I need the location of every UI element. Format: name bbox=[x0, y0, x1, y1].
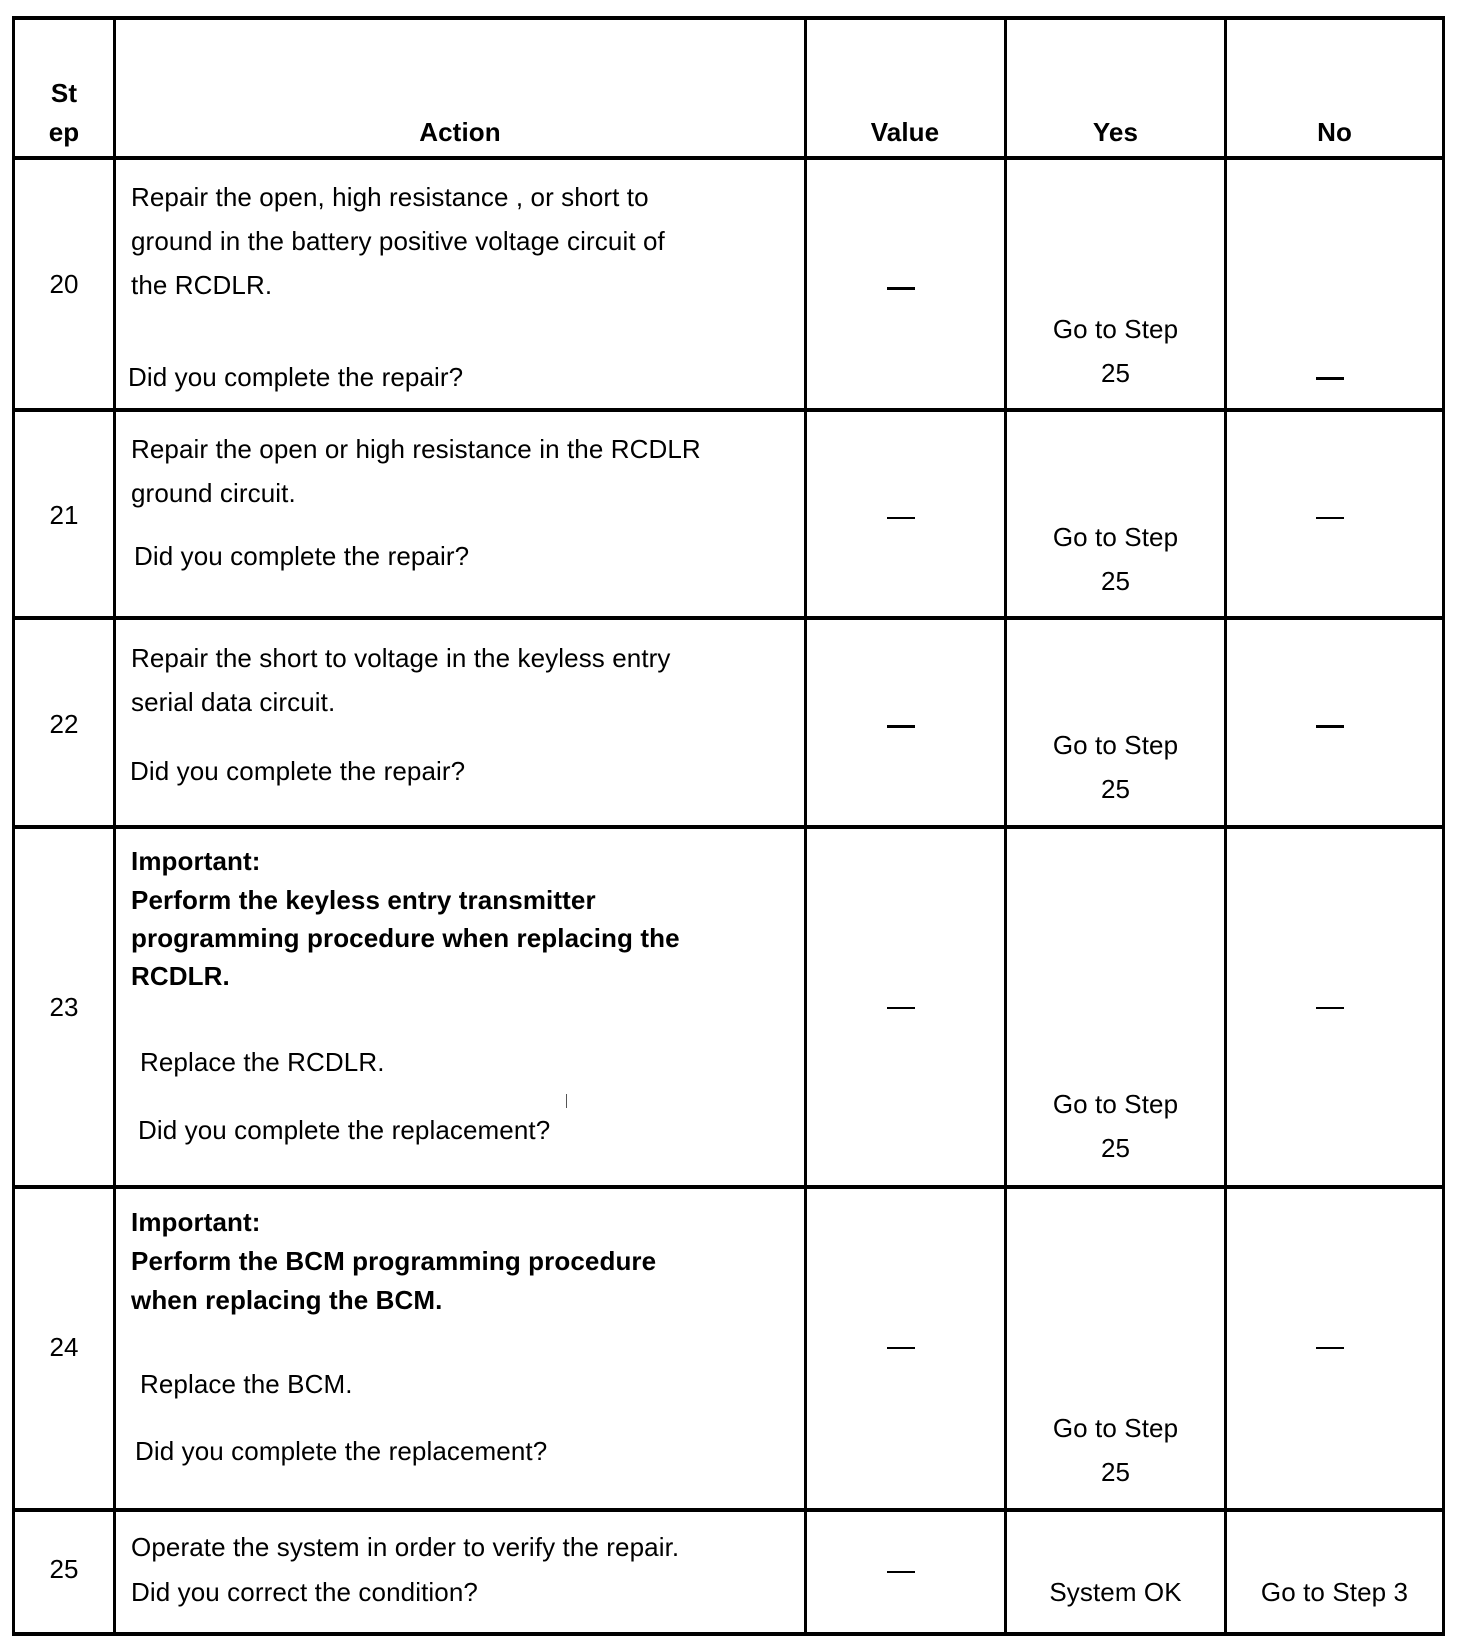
yes-link[interactable]: Go to Step bbox=[1052, 314, 1179, 344]
action-text: Replace the RCDLR. bbox=[140, 1047, 385, 1077]
no-dash bbox=[1316, 1007, 1344, 1009]
row-divider bbox=[12, 1185, 1445, 1189]
no-dash bbox=[1316, 517, 1344, 519]
header-value: Value bbox=[870, 117, 940, 147]
no-dash bbox=[1316, 377, 1344, 380]
yes-link[interactable]: Go to Step bbox=[1052, 1089, 1179, 1119]
value-dash bbox=[887, 1571, 915, 1573]
row-divider bbox=[12, 408, 1445, 412]
yes-link[interactable]: Go to Step bbox=[1052, 522, 1179, 552]
question-text: Did you complete the repair? bbox=[134, 541, 470, 571]
step-number: 23 bbox=[49, 992, 79, 1022]
important-text: RCDLR. bbox=[131, 961, 230, 991]
action-text: Repair the open or high resistance in the RCDLR bbox=[131, 434, 701, 464]
action-text: the RCDLR. bbox=[131, 270, 273, 300]
action-text: Repair the short to voltage in the keyless entry bbox=[131, 643, 671, 673]
important-label: Important: bbox=[131, 846, 261, 876]
no-link[interactable]: Go to Step 3 bbox=[1260, 1577, 1409, 1607]
column-divider bbox=[113, 18, 116, 1635]
step-number: 20 bbox=[49, 269, 79, 299]
action-text: ground in the battery positive voltage circuit of bbox=[131, 226, 665, 256]
header-step: St bbox=[50, 78, 78, 108]
yes-link[interactable]: Go to Step bbox=[1052, 730, 1179, 760]
question-text: Did you complete the replacement? bbox=[135, 1436, 548, 1466]
header-no: No bbox=[1317, 117, 1352, 147]
text-cursor bbox=[566, 1094, 567, 1108]
row-divider bbox=[12, 825, 1445, 829]
yes-link[interactable]: 25 bbox=[1100, 1133, 1131, 1163]
row-divider bbox=[12, 156, 1445, 160]
value-dash bbox=[887, 1347, 915, 1349]
header-yes: Yes bbox=[1092, 117, 1139, 147]
row-divider bbox=[12, 1508, 1445, 1512]
header-action: Action bbox=[419, 117, 501, 147]
yes-result[interactable]: System OK bbox=[1049, 1577, 1182, 1607]
action-text: Repair the open, high resistance , or short to bbox=[131, 182, 649, 212]
table-border-bottom bbox=[12, 1632, 1445, 1636]
important-label: Important: bbox=[131, 1207, 261, 1237]
yes-link[interactable]: 25 bbox=[1100, 566, 1131, 596]
action-text: Replace the BCM. bbox=[140, 1369, 353, 1399]
yes-link[interactable]: 25 bbox=[1100, 1457, 1131, 1487]
action-text: serial data circuit. bbox=[131, 687, 336, 717]
table-border-top bbox=[12, 16, 1445, 20]
step-number: 22 bbox=[49, 709, 79, 739]
action-text: Operate the system in order to verify the repair. bbox=[131, 1532, 680, 1562]
question-text: Did you complete the repair? bbox=[128, 362, 464, 392]
yes-link[interactable]: 25 bbox=[1100, 358, 1131, 388]
row-divider bbox=[12, 616, 1445, 620]
value-dash bbox=[887, 725, 915, 728]
question-text: Did you complete the replacement? bbox=[138, 1115, 551, 1145]
column-divider bbox=[1442, 18, 1445, 1635]
important-text: Perform the BCM programming procedure bbox=[131, 1246, 657, 1276]
question-text: Did you correct the condition? bbox=[131, 1577, 478, 1607]
action-text: ground circuit. bbox=[131, 478, 296, 508]
question-text: Did you complete the repair? bbox=[130, 756, 466, 786]
value-dash bbox=[887, 287, 915, 290]
step-number: 25 bbox=[49, 1554, 79, 1584]
value-dash bbox=[887, 517, 915, 519]
no-dash bbox=[1316, 725, 1344, 728]
yes-link[interactable]: Go to Step bbox=[1052, 1413, 1179, 1443]
column-divider bbox=[1224, 18, 1227, 1635]
important-text: when replacing the BCM. bbox=[131, 1285, 443, 1315]
header-step: ep bbox=[48, 117, 80, 147]
column-divider bbox=[12, 18, 15, 1635]
step-number: 24 bbox=[49, 1332, 79, 1362]
yes-link[interactable]: 25 bbox=[1100, 774, 1131, 804]
step-number: 21 bbox=[49, 500, 79, 530]
column-divider bbox=[1004, 18, 1007, 1635]
important-text: Perform the keyless entry transmitter bbox=[131, 885, 596, 915]
important-text: programming procedure when replacing the bbox=[131, 923, 680, 953]
value-dash bbox=[887, 1007, 915, 1009]
column-divider bbox=[804, 18, 807, 1635]
no-dash bbox=[1316, 1347, 1344, 1349]
